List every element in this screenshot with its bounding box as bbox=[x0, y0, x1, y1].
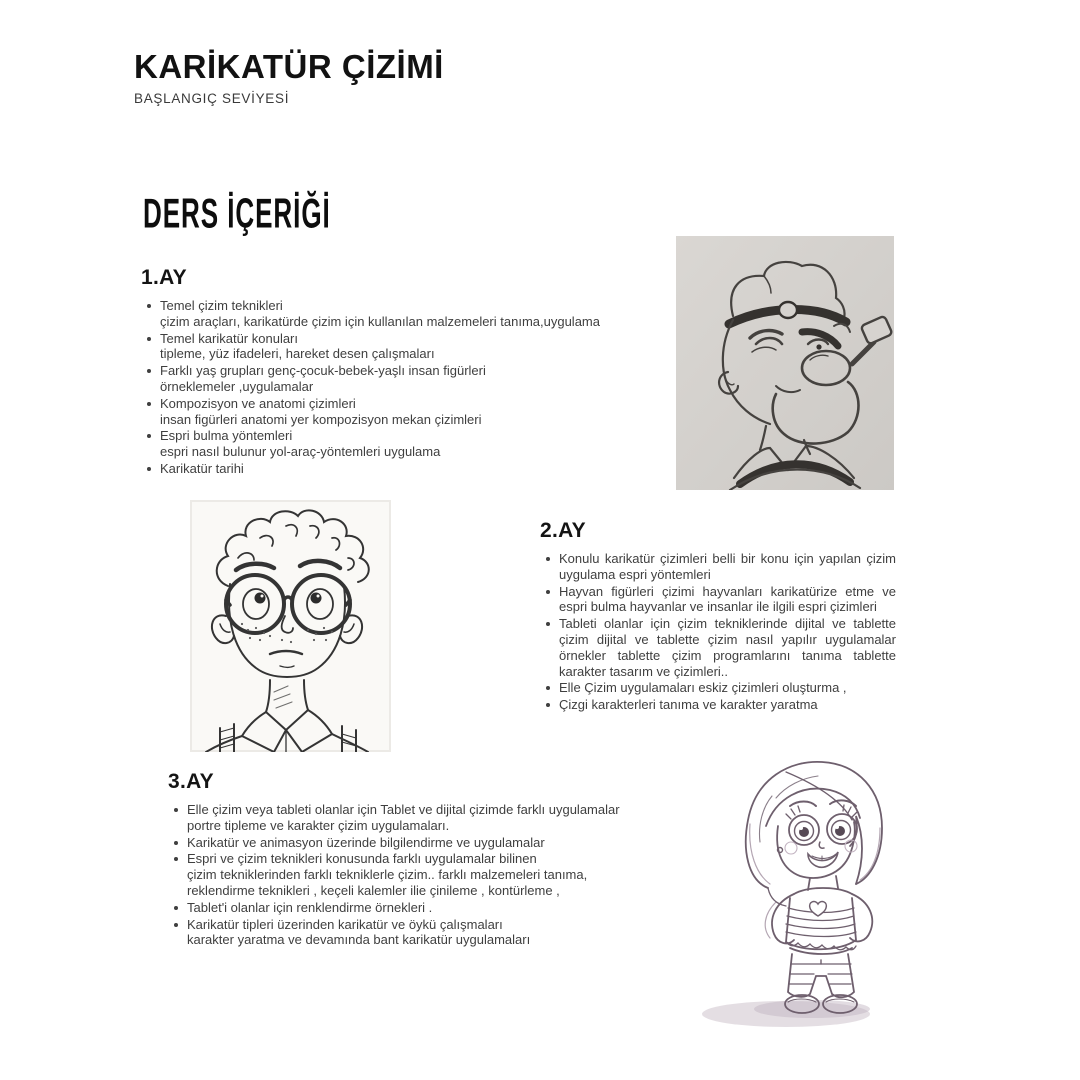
bullet-icon bbox=[174, 923, 178, 927]
list-item bbox=[546, 616, 896, 679]
bullet-icon bbox=[147, 369, 151, 373]
bullet-icon bbox=[546, 590, 550, 594]
list-item-line: insan figürleri anatomi yer kompozisyon mekan çizimleri bbox=[160, 411, 482, 427]
boy-sketch-icon bbox=[190, 500, 391, 752]
bullet-icon bbox=[546, 557, 550, 561]
section-heading: 3.AY bbox=[168, 770, 214, 793]
page-title: KARİKATÜR ÇİZİMİ bbox=[134, 48, 444, 85]
list-item-line: Konulu karikatür çizimleri belli bir konu için yapılan çizim uygulama espri yöntemleri bbox=[559, 551, 896, 582]
bullet-list bbox=[141, 298, 681, 477]
list-item-line: çizim araçları, karikatürde çizim için kullanılan malzemeleri tanıma,uygulama bbox=[160, 313, 600, 329]
list-item bbox=[174, 900, 618, 916]
list-item-line: Temel çizim teknikleri bbox=[160, 298, 283, 313]
bullet-icon bbox=[174, 857, 178, 861]
list-item bbox=[546, 680, 896, 696]
list-item bbox=[147, 331, 681, 363]
list-item-line: Kompozisyon ve anatomi çizimleri bbox=[160, 395, 356, 411]
list-item bbox=[546, 584, 896, 616]
list-item-line: Farklı yaş grupları genç-çocuk-bebek-yaşlı insan figürleri bbox=[160, 363, 486, 379]
list-item bbox=[174, 851, 618, 898]
little-girl-sketch bbox=[690, 742, 940, 1034]
sailor-character-sketch bbox=[676, 236, 894, 490]
bullet-icon bbox=[147, 402, 151, 406]
list-item-line: Çizgi karakterleri tanıma ve karakter yaratma bbox=[559, 697, 818, 713]
list-item-line: Karikatür tarihi bbox=[160, 460, 244, 476]
bullet-icon bbox=[147, 337, 151, 341]
girl-sketch-icon bbox=[690, 742, 940, 1034]
list-item-line: portre tipleme ve karakter çizim uygulamaları. bbox=[187, 817, 450, 833]
list-item bbox=[174, 802, 618, 834]
list-item-line: Espri ve çizim teknikleri konusunda farklı uygulamalar bilinen bbox=[187, 851, 537, 867]
curly-haired-boy-sketch bbox=[190, 500, 391, 752]
list-item-line: örneklemeler ,uygulamalar bbox=[160, 378, 314, 394]
bullet-icon bbox=[174, 808, 178, 812]
list-item-line: Karikatür ve animasyon üzerinde bilgilendirme ve uygulamalar bbox=[187, 834, 545, 850]
bullet-list bbox=[168, 802, 618, 948]
list-item-line: karakter yaratma ve devamında bant karikatür uygulamaları bbox=[187, 932, 531, 948]
bullet-icon bbox=[174, 841, 178, 845]
list-item bbox=[174, 917, 618, 949]
section-month-1 bbox=[141, 266, 681, 478]
bullet-icon bbox=[546, 686, 550, 690]
list-item-line: espri nasıl bulunur yol-araç-yöntemleri uygulama bbox=[160, 444, 441, 460]
content-heading: DERS İÇERİĞİ bbox=[143, 190, 331, 237]
list-item bbox=[546, 551, 896, 583]
list-item bbox=[147, 396, 681, 428]
header bbox=[134, 50, 444, 106]
list-item bbox=[147, 461, 681, 477]
list-item-line: Espri bulma yöntemleri bbox=[160, 428, 293, 444]
list-item-line: Elle Çizim uygulamaları eskiz çizimleri oluşturma , bbox=[559, 680, 847, 696]
list-item-line: tipleme, yüz ifadeleri, hareket desen çalışmaları bbox=[160, 346, 435, 362]
bullet-icon bbox=[147, 467, 151, 471]
list-item-line: Tableti olanlar için çizim tekniklerinde dijital ve tablette çizim dijital ve tablette çizim nasıl yapılır uygulamalar örnekler tablette çizim programlarını tanıma tablette karakter tasarım ve çizimleri.. bbox=[559, 616, 896, 679]
list-item bbox=[147, 428, 681, 460]
bullet-icon bbox=[147, 304, 151, 308]
section-month-2 bbox=[540, 519, 896, 714]
list-item-line: reklendirme teknikleri , keçeli kalemler ilie çinileme , kontürleme , bbox=[187, 882, 560, 898]
section-heading: 1.AY bbox=[141, 266, 187, 289]
list-item bbox=[147, 298, 681, 330]
bullet-icon bbox=[174, 906, 178, 910]
list-item-line: Temel karikatür konuları bbox=[160, 330, 298, 346]
bullet-icon bbox=[546, 703, 550, 707]
list-item-line: Hayvan figürleri çizimi hayvanları karikatürize etme ve espri bulma hayvanlar ve insanlar ile ilgili espri çizimleri bbox=[559, 583, 896, 615]
list-item-line: Elle çizim veya tableti olanlar için Tablet ve dijital çizimde farklı uygulamalar bbox=[187, 802, 620, 817]
list-item-line: Tablet'i olanlar için renklendirme örnekleri . bbox=[187, 899, 433, 915]
bullet-list bbox=[540, 551, 896, 713]
page-subtitle: BAŞLANGIÇ SEVİYESİ bbox=[134, 90, 290, 106]
bullet-icon bbox=[546, 622, 550, 626]
sailor-sketch-icon bbox=[676, 236, 894, 490]
bullet-icon bbox=[147, 434, 151, 438]
section-heading: 2.AY bbox=[540, 519, 586, 542]
section-month-3 bbox=[168, 770, 618, 949]
list-item bbox=[147, 363, 681, 395]
list-item-line: çizim tekniklerinden farklı tekniklerle çizim.. farklı malzemeleri tanıma, bbox=[187, 867, 588, 883]
list-item-line: Karikatür tipleri üzerinden karikatür ve öykü çalışmaları bbox=[187, 916, 503, 932]
list-item bbox=[546, 697, 896, 713]
list-item bbox=[174, 835, 618, 851]
